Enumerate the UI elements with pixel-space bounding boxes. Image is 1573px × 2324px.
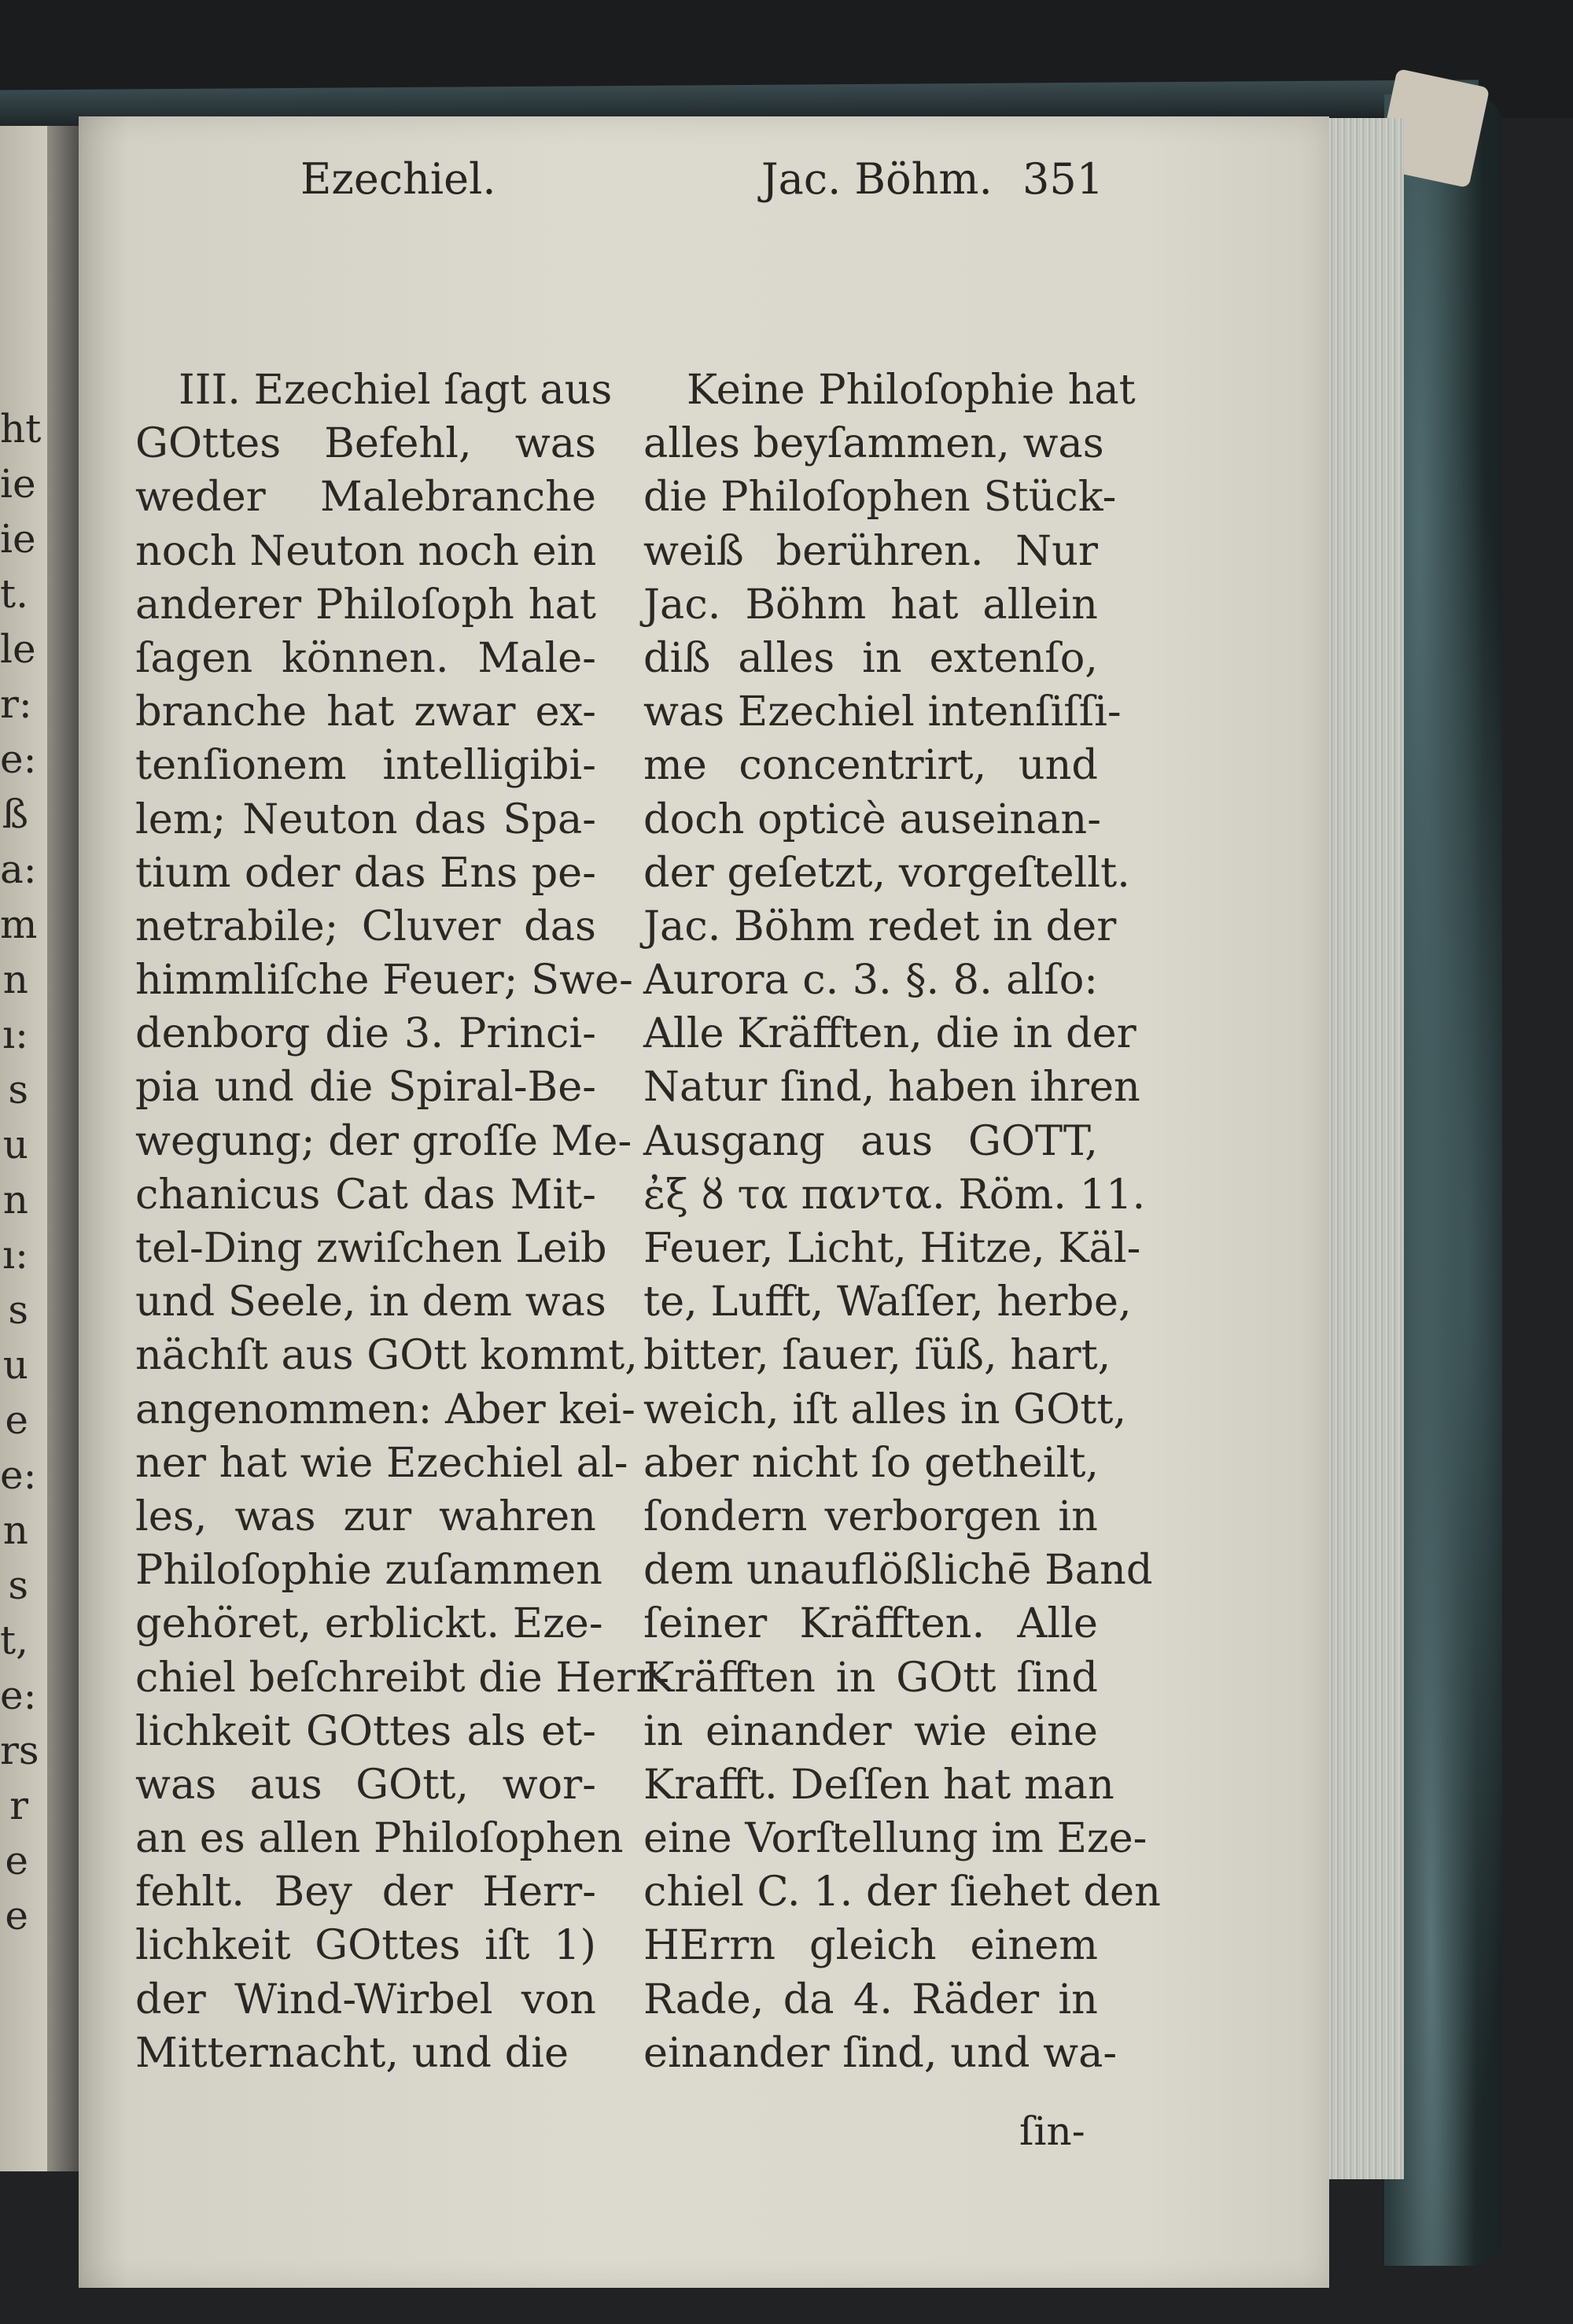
left-page-fragment: e xyxy=(5,1397,28,1443)
text-line: netrabile; Cluver das xyxy=(135,902,596,950)
left-page-fragment: m xyxy=(0,902,38,947)
text-line: der Wind-Wirbel von xyxy=(135,1975,596,2023)
text-line: Krafft. Deſſen hat man xyxy=(643,1760,1114,1809)
text-line: alles beyſammen, was xyxy=(643,419,1104,468)
text-line: was Ezechiel intenſiſſi- xyxy=(643,688,1122,736)
left-page-fragment: r xyxy=(9,1783,28,1828)
text-line: einander ſind, und wa- xyxy=(643,2028,1118,2077)
left-page-fragment: e xyxy=(5,1893,28,1939)
text-line: der geſetzt, vorgeſtellt. xyxy=(643,848,1130,897)
text-line: les, was zur wahren xyxy=(135,1492,596,1540)
text-line: Mitternacht, und die xyxy=(135,2028,569,2077)
text-line: tium oder das Ens pe- xyxy=(135,848,596,897)
left-page-fragment: r: xyxy=(0,681,32,727)
left-page-fragment: e: xyxy=(0,1452,37,1498)
text-line: ſeiner Kräfften. Alle xyxy=(643,1599,1098,1648)
text-line: tenſionem intelligibi- xyxy=(135,741,596,790)
text-line: aber nicht ſo getheilt, xyxy=(643,1438,1100,1487)
gutter xyxy=(47,126,82,2171)
running-head-right: Jac. Böhm. xyxy=(761,154,993,204)
left-page-fragment: a: xyxy=(0,847,37,892)
text-line: HErrn gleich einem xyxy=(643,1921,1098,1970)
left-page-fragment: n xyxy=(2,957,28,1002)
text-line: Feuer, Licht, Hitze, Käl- xyxy=(643,1224,1141,1272)
page-number: 351 xyxy=(1022,154,1104,204)
text-line: diß alles in extenſo, xyxy=(643,633,1098,682)
text-line: lichkeit GOttes als et- xyxy=(135,1706,596,1755)
text-line: Jac. Böhm hat allein xyxy=(643,580,1098,629)
text-line: noch Neuton noch ein xyxy=(135,526,597,575)
page-edges xyxy=(1321,118,1404,2179)
text-line: lichkeit GOttes iſt 1) xyxy=(135,1921,596,1970)
text-line: in einander wie eine xyxy=(643,1706,1098,1755)
text-line: doch opticè auseinan- xyxy=(643,795,1101,843)
left-page-fragment: s xyxy=(8,1562,28,1608)
text-line: branche hat zwar ex- xyxy=(135,688,596,736)
text-line: anderer Philoſoph hat xyxy=(135,580,596,629)
text-line: Keine Philoſophie hat xyxy=(687,366,1136,414)
text-line: ner hat wie Ezechiel al- xyxy=(135,1438,628,1487)
left-page-fragment: e: xyxy=(0,736,37,782)
left-page-fragment: s xyxy=(8,1067,28,1112)
text-line: ἐξ ȣ τα παντα. Röm. 11. xyxy=(643,1170,1146,1219)
text-line: ſondern verborgen in xyxy=(643,1492,1098,1540)
left-page-fragment: s xyxy=(8,1287,28,1333)
left-page-fragment: n xyxy=(2,1507,28,1553)
left-page-fragment: le xyxy=(0,626,36,672)
text-line: eine Vorſtellung im Eze- xyxy=(643,1814,1148,1863)
left-page-fragment: ı: xyxy=(2,1012,28,1057)
text-line: angenommen: Aber kei- xyxy=(135,1385,635,1433)
left-page-fragment: ie xyxy=(0,461,36,507)
left-page-fragment: t, xyxy=(0,1618,28,1663)
left-page-fragment: ht xyxy=(0,406,42,452)
text-line: die Philoſophen Stück- xyxy=(643,473,1117,522)
left-page-fragment: e xyxy=(5,1838,28,1883)
left-page-fragment: ß xyxy=(2,791,28,837)
text-line: wegung; der groſſe Me- xyxy=(135,1116,632,1165)
left-page-fragment: u xyxy=(2,1122,28,1168)
text-line: chanicus Cat das Mit- xyxy=(135,1170,596,1219)
text-line: lem; Neuton das Spa- xyxy=(135,795,596,843)
left-page-fragment: rs xyxy=(0,1728,39,1773)
text-line: Rade, da 4. Räder in xyxy=(643,1975,1098,2023)
left-page-fragment: e: xyxy=(0,1673,37,1718)
catchword: ſin- xyxy=(1019,2108,1085,2154)
text-line: gehöret, erblickt. Eze- xyxy=(135,1599,603,1648)
text-line: weiß berühren. Nur xyxy=(643,526,1098,575)
text-line: te, Lufft, Waſſer, herbe, xyxy=(643,1278,1132,1326)
text-line: III. Ezechiel ſagt aus xyxy=(179,366,613,414)
text-line: an es allen Philoſophen xyxy=(135,1814,624,1863)
text-line: me concentrirt, und xyxy=(643,741,1098,790)
text-line: Kräfften in GOtt ſind xyxy=(643,1653,1098,1702)
text-line: weder Malebranche xyxy=(135,473,596,522)
text-line: dem unauflößlichē Band xyxy=(643,1546,1153,1595)
text-line: Philoſophie zuſammen xyxy=(135,1546,602,1595)
text-line: denborg die 3. Princi- xyxy=(135,1009,596,1058)
text-line: Alle Kräfften, die in der xyxy=(643,1009,1136,1058)
column-left xyxy=(135,363,670,2080)
left-page-fragment: ie xyxy=(0,516,36,562)
text-line: ſagen können. Male- xyxy=(135,633,596,682)
text-line: himmliſche Feuer; Swe- xyxy=(135,956,633,1005)
text-line: bitter, ſauer, ſüß, hart, xyxy=(643,1331,1111,1380)
text-line: fehlt. Bey der Herr- xyxy=(135,1868,596,1916)
text-line: und Seele, in dem was xyxy=(135,1278,606,1326)
column-right xyxy=(643,363,1161,2080)
text-line: nächſt aus GOtt kommt, xyxy=(135,1331,638,1380)
text-line: Jac. Böhm redet in der xyxy=(643,902,1117,950)
left-page-fragment: u xyxy=(2,1342,28,1388)
text-line: Natur ſind, haben ihren xyxy=(643,1063,1140,1112)
text-line: pia und die Spiral-Be- xyxy=(135,1063,596,1112)
text-line: tel-Ding zwiſchen Leib xyxy=(135,1224,607,1272)
text-line: chiel C. 1. der ſiehet den xyxy=(643,1868,1161,1916)
text-line: was aus GOtt, wor- xyxy=(135,1760,596,1809)
text-line: Aurora c. 3. §. 8. alſo: xyxy=(643,956,1098,1005)
text-line: GOttes Befehl, was xyxy=(135,419,596,468)
text-line: weich, iſt alles in GOtt, xyxy=(643,1385,1127,1433)
left-page-fragment: t. xyxy=(0,571,28,617)
left-page-fragment: ı: xyxy=(2,1232,28,1278)
running-head-left: Ezechiel. xyxy=(300,154,496,204)
left-page-fragment: n xyxy=(2,1177,28,1223)
text-line: Ausgang aus GOTT, xyxy=(643,1116,1098,1165)
text-line: chiel beſchreibt die Herr- xyxy=(135,1653,670,1702)
